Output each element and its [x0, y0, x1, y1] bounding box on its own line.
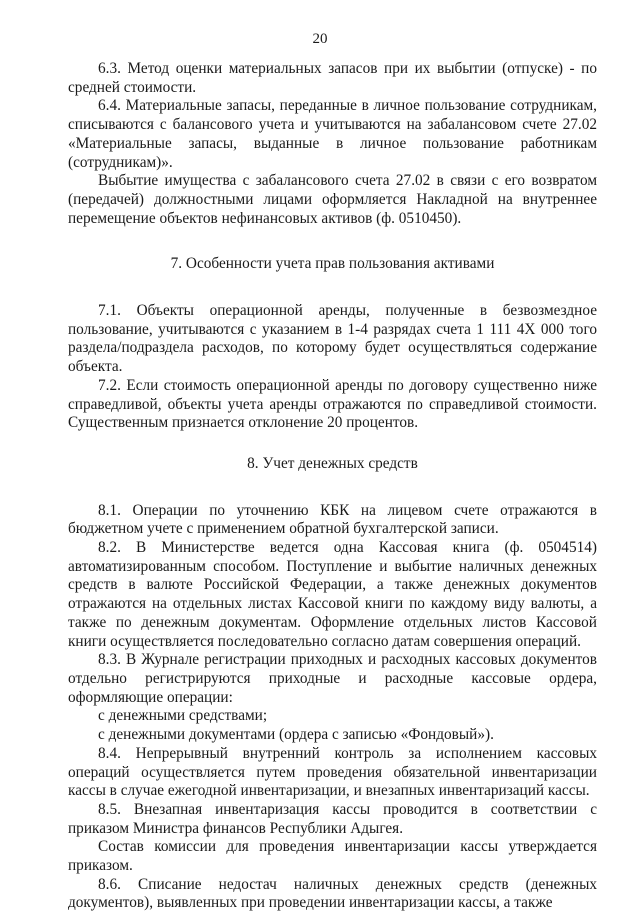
paragraph-6-3: 6.3. Метод оценки материальных запасов при их выбытии (отпуске) - по средней стоимости.	[68, 60, 597, 96]
paragraph-commission: Состав комиссии для проведения инвентаризации кассы утверждается приказом.	[68, 838, 597, 875]
paragraph-7-2: 7.2. Если стоимость операционной аренды по договору существенно ниже справедливой, объекты учета аренды отражаются по справедливой стоимости. Существенным признается отклонение 20 процентов.	[68, 376, 597, 432]
section-heading-7: 7. Особенности учета прав пользования активами	[170, 255, 495, 273]
list-item-cash: с денежными средствами;	[98, 707, 268, 725]
paragraph-6-4: 6.4. Материальные запасы, переданные в личное пользование сотрудникам, списываются с балансового учета и учитываются на забалансовом счете 27.02 «Материальные запасы, выданные в личное пользование работникам (сотрудникам)».	[68, 97, 597, 171]
paragraph-8-6: 8.6. Списание недостач наличных денежных средств (денежных документов), выявленных при проведении инвентаризации кассы, а также	[68, 875, 597, 912]
paragraph-8-4: 8.4. Непрерывный внутренний контроль за исполнением кассовых операций осуществляется путем проведения обязательной инвентаризации кассы в случае ежегодной инвентаризации, и внезапных инвентаризаций кассы.	[68, 744, 597, 800]
paragraph-8-1: 8.1. Операции по уточнению КБК на лицевом счете отражаются в бюджетном учете с применением обратной бухгалтерской записи.	[68, 501, 597, 538]
paragraph-8-2: 8.2. В Министерстве ведется одна Кассовая книга (ф. 0504514) автоматизированным способом. Поступление и выбытие наличных денежных средств в валюте Российской Федерации, а также денежных документов отражаются на отдельных листах Кассовой книги по каждому виду валюты, а также по денежным документам. Оформление отдельных листов Кассовой книги осуществляется последовательно согласно датам совершения операций.	[68, 539, 597, 650]
page-content	[68, 60, 597, 913]
page-number: 20	[312, 31, 328, 47]
list-item-documents: с денежными документами (ордера с записью «Фондовый»).	[98, 726, 494, 744]
paragraph-7-1: 7.1. Объекты операционной аренды, полученные в безвозмездное пользование, учитываются с указанием в 1-4 разрядах счета 1 111 4Х 000 того раздела/подраздела расходов, по которому будет осуществляться содержание объекта.	[68, 302, 597, 376]
paragraph-8-3: 8.3. В Журнале регистрации приходных и расходных кассовых документов отдельно регистрируются приходные и расходные кассовые ордера, оформляющие операции:	[68, 651, 597, 706]
paragraph-8-5: 8.5. Внезапная инвентаризация кассы проводится в соответствии с приказом Министра финансов Республики Адыгея.	[68, 800, 597, 837]
section-heading-8: 8. Учет денежных средств	[247, 454, 418, 472]
paragraph-6-4-disposal: Выбытие имущества с забалансового счета 27.02 в связи с его возвратом (передачей) должностными лицами оформляется Накладной на внутреннее перемещение объектов нефинансовых активов (ф. 0510450).	[68, 172, 597, 227]
